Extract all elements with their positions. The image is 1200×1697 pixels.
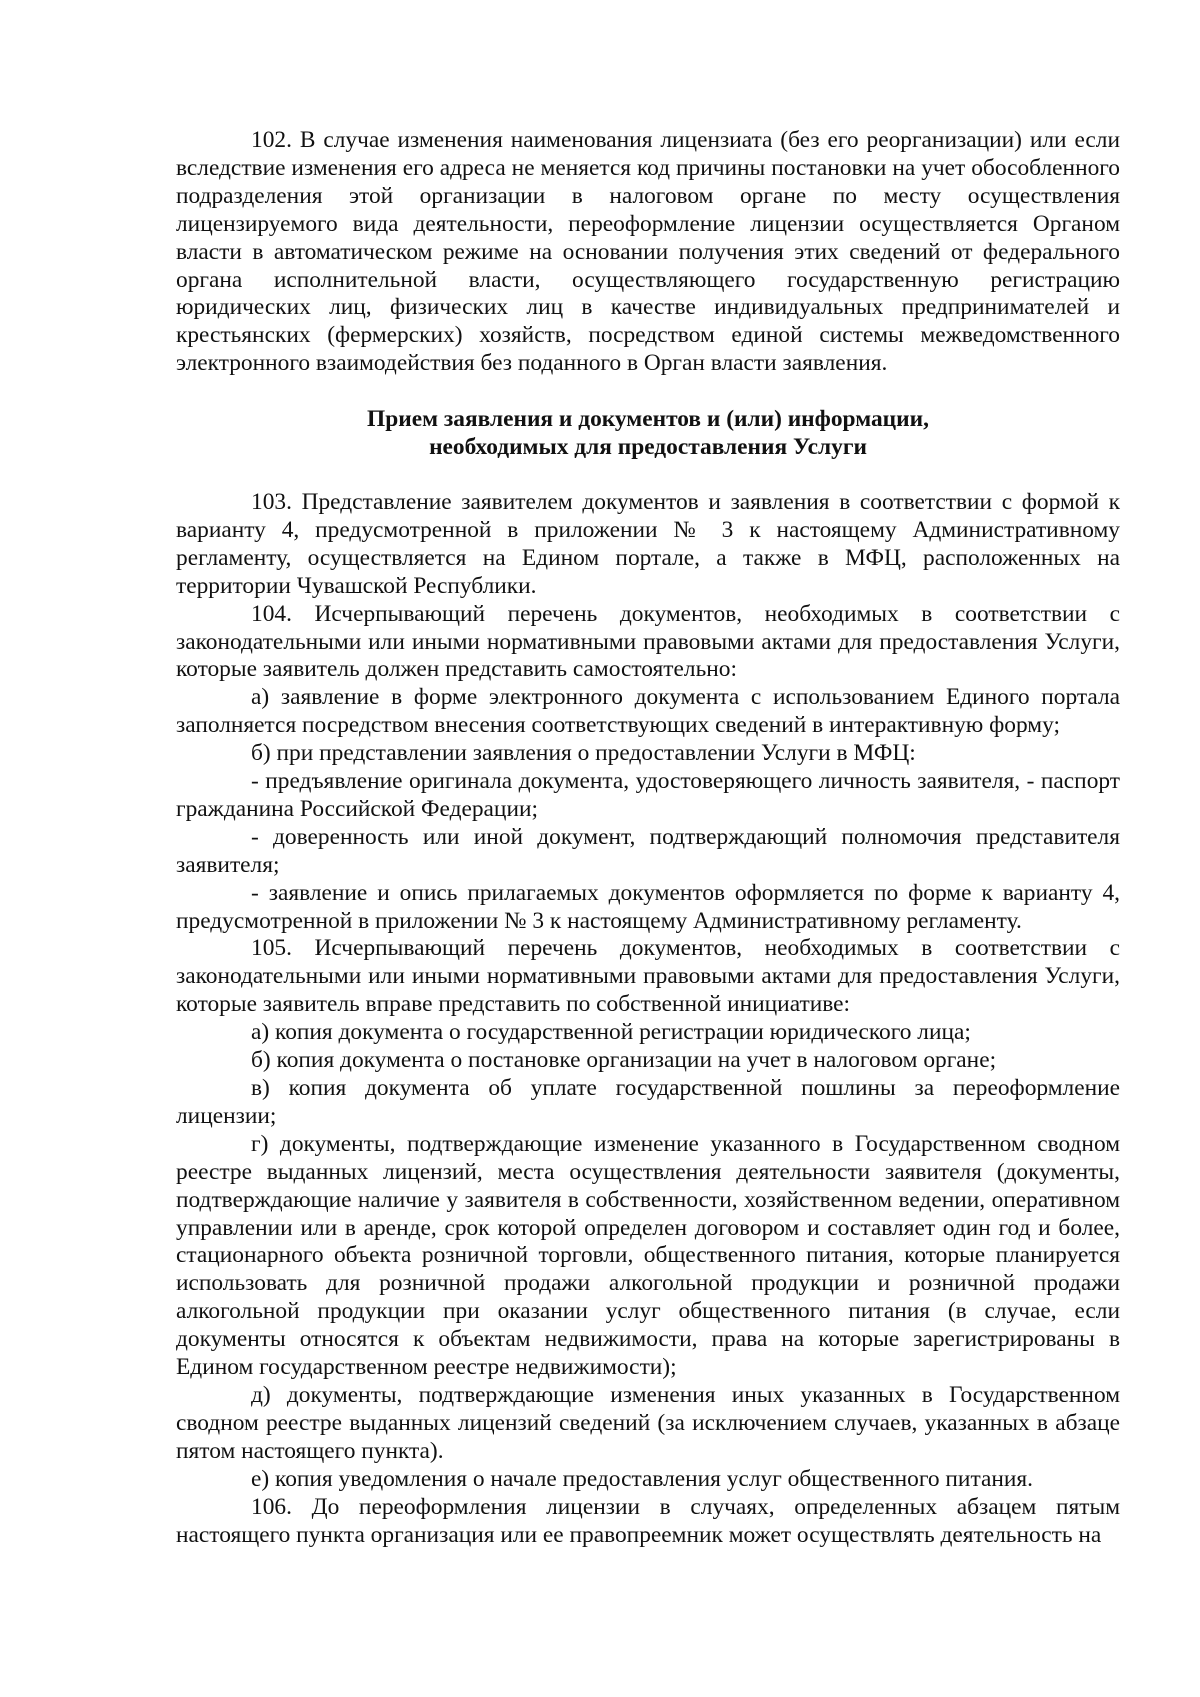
document-body [176, 127, 1120, 1549]
paragraph-104-b: б) при представлении заявления о предоставлении Услуги в МФЦ: [251, 740, 916, 767]
paragraph-104-a: а) заявление в форме электронного документа с использованием Единого портала заполняется посредством внесения соответствующих сведений в интерактивную форму; [176, 684, 1120, 739]
paragraph-105-d: г) документы, подтверждающие изменение указанного в Государственном сводном реестре выданных лицензий, места осуществления деятельности заявителя (документы, подтверждающие наличие у заявителя в собственности, хозяйственном ведении, оперативном управлении или в аренде, срок которой определен договором и составляет один год и более, стационарного объекта розничной торговли, общественного питания, которые планируется использовать для розничной продажи алкогольной продукции и розничной продажи алкогольной продукции при оказании услуг общественного питания (в случае, если документы относятся к объектам недвижимости, права на которые зарегистрированы в Едином государственном реестре недвижимости); [176, 1130, 1120, 1381]
paragraph-105-b: б) копия документа о постановке организации на учет в налоговом органе; [251, 1047, 997, 1074]
paragraph-104-b-item-2: - доверенность или иной документ, подтверждающий полномочия представителя заявителя; [176, 823, 1120, 878]
paragraph-105: 105. Исчерпывающий перечень документов, необходимых в соответствии с законодательными или иными нормативными правовыми актами для предоставления Услуги, которые заявитель вправе представить по собственной инициативе: [176, 935, 1120, 1018]
paragraph-105-c: в) копия документа об уплате государственной пошлины за переоформление лицензии; [176, 1075, 1120, 1129]
section-heading-line-2: необходимых для предоставления Услуги [429, 434, 867, 461]
paragraph-105-f: е) копия уведомления о начале предоставления услуг общественного питания. [251, 1465, 1033, 1492]
paragraph-102: 102. В случае изменения наименования лицензиата (без его реорганизации) или если вследствие изменения его адреса не меняется код причины постановки на учет обособленного подразделения этой организации в налоговом органе по месту осуществления лицензируемого вида деятельности, переоформление лицензии осуществляется Органом власти в автоматическом режиме на основании получения этих сведений от федерального органа исполнительной власти, осуществляющего государственную регистрацию юридических лиц, физических лиц в качестве индивидуальных предпринимателей и крестьянских (фермерских) хозяйств, посредством единой системы межведомственного электронного взаимодействия без поданного в Орган власти заявления. [176, 127, 1120, 377]
section-heading [176, 406, 1120, 462]
paragraph-104-b-item-1: - предъявление оригинала документа, удостоверяющего личность заявителя, - паспорт гражданина Российской Федерации; [176, 768, 1120, 822]
paragraph-106: 106. До переоформления лицензии в случаях, определенных абзацем пятым настоящего пункта организация или ее правопреемник может осуществлять деятельность на [176, 1493, 1120, 1548]
paragraph-104: 104. Исчерпывающий перечень документов, необходимых в соответствии с законодательными или иными нормативными правовыми актами для предоставления Услуги, которые заявитель должен представить самостоятельно: [176, 600, 1120, 683]
paragraph-103: 103. Представление заявителем документов и заявления в соответствии с формой к варианту 4, предусмотренной в приложении № 3 к настоящему Административному регламенту, осуществляется на Едином портале, а также в МФЦ, расположенных на территории Чувашской Республики. [176, 488, 1120, 599]
paragraph-105-a: а) копия документа о государственной регистрации юридического лица; [251, 1019, 971, 1046]
paragraph-104-b-item-3: - заявление и опись прилагаемых документов оформляется по форме к варианту 4, предусмотренной в приложении № 3 к настоящему Административному регламенту. [176, 879, 1120, 934]
section-heading-line-1: Прием заявления и документов и (или) информации, [367, 406, 929, 433]
paragraph-105-e: д) документы, подтверждающие изменения иных указанных в Государственном сводном реестре выданных лицензий сведений (за исключением случаев, указанных в абзаце пятом настоящего пункта). [176, 1381, 1120, 1464]
